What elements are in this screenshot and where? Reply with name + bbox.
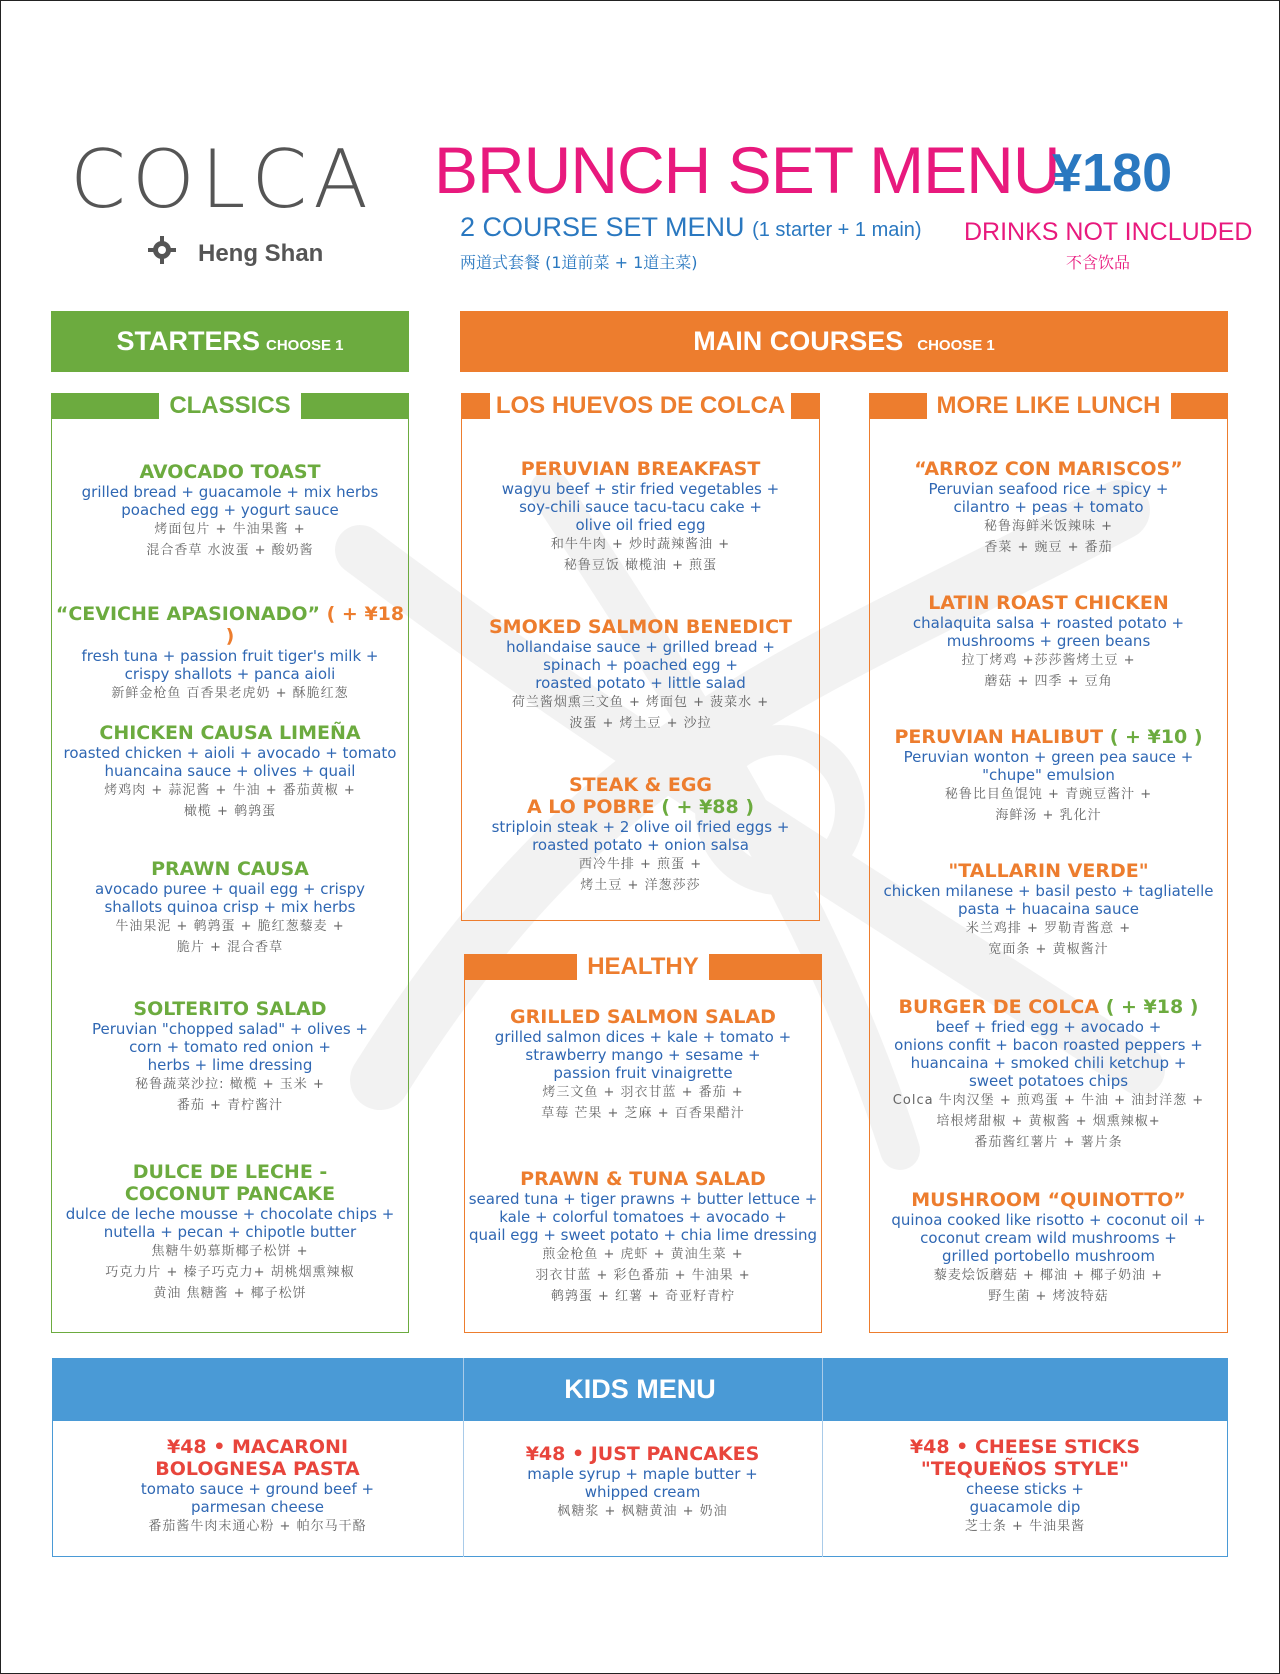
healthy-header (464, 954, 822, 980)
healthy-title: HEALTHY (577, 953, 709, 980)
dish-mushroom-quinotto: MUSHROOM “QUINOTTO” quinoa cooked like risotto + coconut oil + coconut cream wild mushrooms + grilled portobello mushroom 藜麦烩饭蘑菇 + 椰油 + 椰子奶油 + 野生菌 + 烤波特菇 (891, 1189, 1206, 1304)
main-title: MAIN COURSES (693, 326, 904, 356)
kids-menu-header (52, 1358, 1228, 1420)
logo-location: Heng Shan (198, 240, 324, 267)
dish-prawn-tuna-salad: PRAWN & TUNA SALAD seared tuna + tiger prawns + butter lettuce + kale + colorful tomatoes + avocado + quail egg + sweet potato + chia lime dressing 煎金枪鱼 + 虎虾 + 黄油生菜 + 羽衣甘蓝 + 彩色番茄 + 牛油果 + 鹌鹑蛋 + 红薯 + 奇亚籽青柠 (468, 1168, 818, 1304)
subtitle-cn: 两道式套餐 (1道前菜 + 1道主菜) (460, 253, 698, 272)
starters-header (51, 311, 409, 372)
main-courses-header (460, 311, 1228, 372)
kids-dish-macaroni: ¥48 • MACARONI BOLOGNESA PASTA tomato sauce + ground beef + parmesan cheese 番茄酱牛肉末通心粉 + 帕尔马干酪 (140, 1436, 375, 1534)
page-title: BRUNCH SET MENU (434, 133, 1060, 207)
dish-steak-egg: STEAK & EGG A LO POBRE ( + ¥88 ) striploin steak + 2 olive oil fried eggs + roasted potato + onion salsa 西冷牛排 + 煎蛋 + 烤土豆 + 洋葱莎莎 (491, 774, 790, 893)
classics-header (51, 393, 409, 419)
dish-latin-roast-chicken: LATIN ROAST CHICKEN chalaquita salsa + roasted potato + mushrooms + green beans 拉丁烤鸡 +莎莎酱烤土豆 + 蘑菇 + 四季 + 豆角 (912, 592, 1185, 689)
dish-salmon-salad: GRILLED SALMON SALAD grilled salmon dices + kale + tomato + strawberry mango + sesame + passion fruit vinaigrette 烤三文鱼 + 羽衣甘蓝 + 番茄 + 草莓 芒果 + 芝麻 + 百香果醋汁 (494, 1006, 792, 1121)
kids-dish-pancakes: ¥48 • JUST PANCAKES maple syrup + maple butter + whipped cream 枫糖浆 + 枫糖黄油 + 奶油 (525, 1443, 760, 1519)
dish-burger-colca: BURGER DE COLCA ( + ¥18 ) beef + fried egg + avocado + onions confit + bacon roasted peppers + huancaina + smoked chili ketchup + sweet potatoes chips Colca 牛肉汉堡 + 煎鸡蛋 + 牛油 + 油封洋葱 + 培根烤甜椒 + 黄椒酱 + 烟熏辣椒+ 番茄酱红薯片 + 薯片条 (892, 996, 1205, 1150)
dish-avocado-toast: AVOCADO TOAST grilled bread + guacamole + mix herbs poached egg + yogurt sauce 烤面包片 + 牛油果酱 + 混合香草 水波蛋 + 酸奶酱 (81, 461, 379, 558)
dish-tallarin-verde: "TALLARIN VERDE" chicken milanese + basil pesto + tagliatelle pasta + huacaina sauce 米兰鸡排 + 罗勒青酱意 + 宽面条 + 黄椒酱汁 (883, 860, 1214, 957)
huevos-title: LOS HUEVOS DE COLCA (490, 392, 791, 419)
dish-dulce-pancake: DULCE DE LECHE - COCONUT PANCAKE dulce de leche mousse + chocolate chips + nutella + pecan + chipotle butter 焦糖牛奶慕斯椰子松饼 + 巧克力片 + 榛子巧克力+ 胡桃烟熏辣椒 黄油 焦糖酱 + 椰子松饼 (65, 1161, 395, 1301)
set-price: ¥180 (1052, 143, 1173, 203)
dish-prawn-causa: PRAWN CAUSA avocado puree + quail egg + crispy shallots quinoa crisp + mix herbs 牛油果泥 + 鹌鹑蛋 + 脆红葱藜麦 + 脆片 + 混合香草 (94, 858, 366, 955)
starters-title: STARTERS (116, 326, 260, 356)
dish-solterito-salad: SOLTERITO SALAD Peruvian "chopped salad" + olives + corn + tomato red onion + herbs + lime dressing 秘鲁蔬菜沙拉: 橄榄 + 玉米 + 番茄 + 青柠酱汁 (92, 998, 368, 1113)
logo: COLCA (70, 133, 374, 226)
dish-peruvian-breakfast: PERUVIAN BREAKFAST wagyu beef + stir fried vegetables + soy-chili sauce tacu-tacu cake + olive oil fried egg 和牛牛肉 + 炒时蔬辣酱油 + 秘鲁豆饭 橄榄油 + 煎蛋 (501, 458, 780, 573)
classics-title: CLASSICS (159, 392, 300, 419)
lunch-title: MORE LIKE LUNCH (927, 392, 1171, 419)
subtitle-detail: (1 starter + 1 main) (752, 219, 922, 241)
starters-choose: CHOOSE 1 (265, 337, 344, 354)
set-subtitle (460, 212, 922, 243)
main-choose: CHOOSE 1 (917, 337, 995, 354)
dish-chicken-causa: CHICKEN CAUSA LIMEÑA roasted chicken + aioli + avocado + tomato huancaina sauce + olives + quail 烤鸡肉 + 蒜泥酱 + 牛油 + 番茄黄椒 + 橄榄 + 鹌鹑蛋 (63, 722, 397, 819)
dish-salmon-benedict: SMOKED SALMON BENEDICT hollandaise sauce + grilled bread + spinach + poached egg + roasted potato + little salad 荷兰酱烟熏三文鱼 + 烤面包 + 菠菜水 + 波蛋 + 烤土豆 + 沙拉 (489, 616, 792, 731)
dish-arroz-mariscos: “ARROZ CON MARISCOS” Peruvian seafood rice + spicy + cilantro + peas + tomato 秘鲁海鲜米饭辣味 + 香菜 + 豌豆 + 番茄 (914, 458, 1183, 555)
dish-ceviche: “CEVICHE APASIONADO” ( + ¥18 ) fresh tuna + passion fruit tiger's milk + crispy shallots + panca aioli 新鲜金枪鱼 百香果老虎奶 + 酥脆红葱 (55, 603, 405, 701)
drinks-notice-cn: 不含饮品 (1066, 253, 1131, 272)
kids-dish-cheese-sticks: ¥48 • CHEESE STICKS "TEQUEÑOS STYLE" cheese sticks + guacamole dip 芝士条 + 牛油果酱 (909, 1436, 1141, 1534)
kids-title: KIDS MENU (564, 1374, 716, 1404)
subtitle-main: 2 COURSE SET MENU (460, 212, 745, 242)
drinks-notice: DRINKS NOT INCLUDED (964, 218, 1253, 246)
huevos-header (461, 393, 820, 419)
dish-peruvian-halibut: PERUVIAN HALIBUT ( + ¥10 ) Peruvian wonton + green pea sauce + "chupe" emulsion 秘鲁比目鱼馄饨 + 青豌豆酱汁 + 海鲜汤 + 乳化汁 (894, 726, 1203, 823)
gear-icon (148, 236, 176, 264)
lunch-header (869, 393, 1228, 419)
